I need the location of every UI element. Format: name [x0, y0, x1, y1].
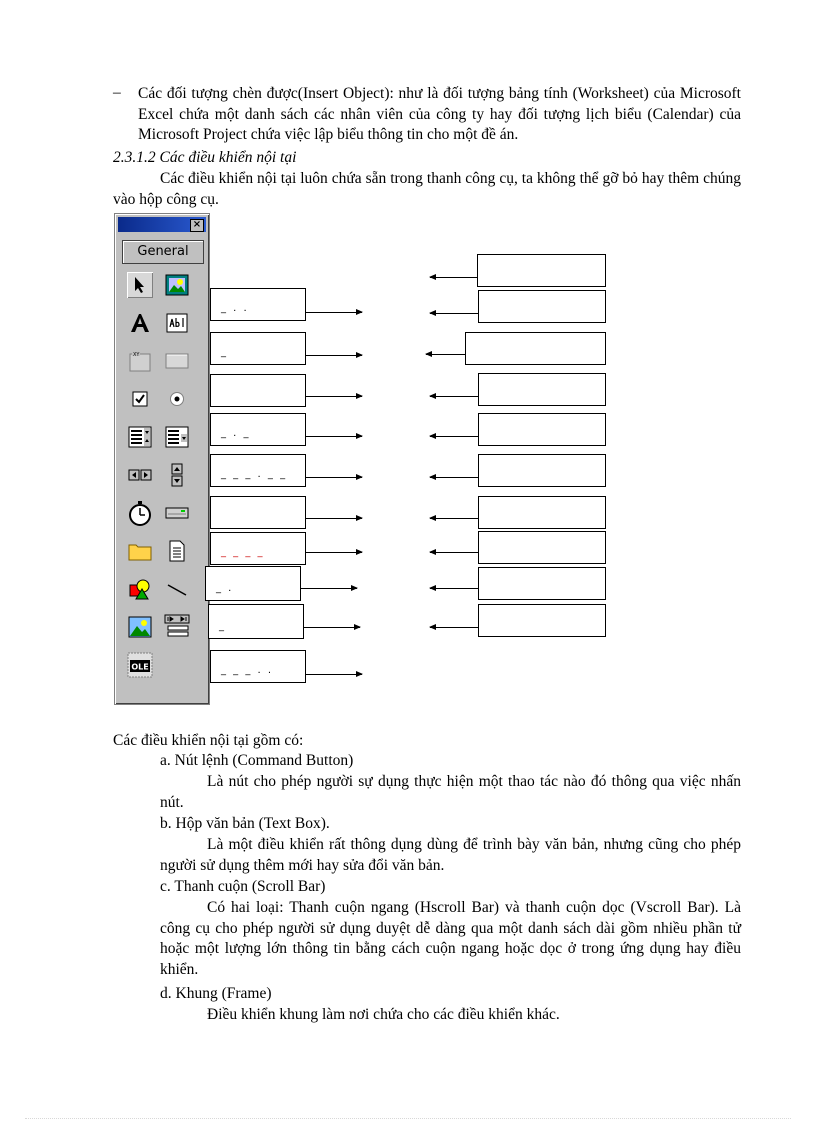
svg-text:XY: XY [133, 352, 140, 358]
box-mark: _ . _ [221, 428, 251, 439]
item-c-title: c. Thanh cuộn (Scroll Bar) [160, 878, 326, 895]
ole-icon[interactable] [127, 652, 153, 678]
right-label-box-3 [465, 332, 606, 365]
right-label-box-10 [478, 604, 606, 637]
arrow-right [304, 627, 360, 628]
left-label-box-5 [210, 454, 306, 487]
box-mark: _ . [216, 583, 234, 594]
combobox-icon[interactable] [127, 424, 153, 450]
arrow-right [306, 436, 362, 437]
left-label-box-10 [210, 650, 306, 683]
box-mark: _ . . [221, 303, 249, 314]
right-label-box-5 [478, 413, 606, 446]
box-mark: _ _ _ . _ _ [221, 469, 288, 480]
left-label-box-8 [205, 566, 301, 601]
left-label-box-6 [210, 496, 306, 529]
left-label-box-7 [210, 532, 306, 565]
left-label-box-9 [208, 604, 304, 639]
arrow-left [430, 627, 478, 628]
arrow-left [430, 277, 477, 278]
ole-label: OLE [131, 662, 149, 672]
arrow-right [306, 518, 362, 519]
item-d-text: Điều khiển khung làm nơi chứa cho các điều khiển khác. [207, 1006, 560, 1023]
right-label-box-2 [478, 290, 606, 323]
arrow-left [430, 313, 478, 314]
data-icon[interactable] [164, 614, 190, 640]
dirlistbox-icon[interactable] [127, 538, 153, 564]
arrow-right [301, 588, 357, 589]
box-mark: _ _ _ . . [221, 665, 274, 676]
picturebox-icon[interactable] [164, 272, 190, 298]
box-mark: _ _ _ _ [221, 547, 265, 558]
item-d-title: d. Khung (Frame) [160, 985, 272, 1002]
arrow-right [306, 477, 362, 478]
item-a-text: Là nút cho phép người sự dụng thực hiện một thao tác nào đó thông qua việc nhấn nút. [160, 773, 741, 811]
left-label-box-3 [210, 374, 306, 407]
arrow-left [426, 354, 465, 355]
right-label-box-4 [478, 373, 606, 406]
close-icon[interactable]: × [190, 219, 204, 232]
arrow-left [430, 552, 478, 553]
checkbox-icon[interactable] [127, 386, 153, 412]
right-label-box-6 [478, 454, 606, 487]
arrow-right [306, 312, 362, 313]
optionbutton-icon[interactable] [164, 386, 190, 412]
label-icon[interactable] [127, 310, 153, 336]
filelistbox-icon[interactable] [164, 538, 190, 564]
arrow-left [430, 518, 478, 519]
box-mark: _ [221, 347, 228, 358]
arrow-left [430, 436, 478, 437]
vscrollbar-icon[interactable] [164, 462, 190, 488]
left-label-box-2 [210, 332, 306, 365]
arrow-right [306, 396, 362, 397]
section-heading: 2.3.1.2 Các điều khiển nội tại [113, 149, 297, 166]
toolbox-window [114, 213, 210, 705]
right-label-box-9 [478, 567, 606, 600]
tab-general[interactable]: General [122, 240, 204, 264]
image-icon[interactable] [127, 614, 153, 640]
item-a-title: a. Nút lệnh (Command Button) [160, 752, 354, 769]
line-icon[interactable] [164, 576, 190, 602]
shape-icon[interactable] [127, 576, 153, 602]
toolbox-titlebar [118, 217, 206, 232]
arrow-right [306, 552, 362, 553]
left-label-box-4 [210, 413, 306, 446]
drivelistbox-icon[interactable] [164, 500, 190, 526]
timer-icon[interactable] [127, 500, 153, 526]
list-lead: Các điều khiển nội tại gồm có: [113, 732, 304, 749]
intro-paragraph: Các điều khiển nội tại luôn chứa sẵn trong thanh công cụ, ta không thể gỡ bỏ hay thêm chúng vào hộp công cụ. [113, 170, 741, 208]
left-label-box-1 [210, 288, 306, 321]
right-label-box-8 [478, 531, 606, 564]
arrow-left [430, 396, 478, 397]
right-label-box-7 [478, 496, 606, 529]
item-b-title: b. Hộp văn bản (Text Box). [160, 815, 330, 832]
item-b-text: Là một điều khiển rất thông dụng dùng để trình bày văn bản, nhưng cũng cho phép người sử dụng thêm mới hay sửa đổi văn bản. [160, 836, 741, 874]
listbox-icon[interactable] [164, 424, 190, 450]
arrow-left [430, 477, 478, 478]
pointer-icon[interactable] [127, 272, 153, 298]
page-bottom-rule [25, 1118, 791, 1119]
right-label-box-1 [477, 254, 606, 287]
frame-icon[interactable] [127, 348, 153, 374]
arrow-right [306, 355, 362, 356]
commandbutton-icon[interactable] [164, 348, 190, 374]
arrow-left [430, 588, 478, 589]
arrow-right [306, 674, 362, 675]
bullet-dash: – [113, 84, 121, 101]
box-mark: _ [219, 621, 226, 632]
bullet-text: Các đối tượng chèn được(Insert Object): như là đối tượng bảng tính (Worksheet) của Microsoft Excel chứa một danh sách các nhân viên của công ty hay đối tượng lịch biểu (Calendar) của Microsoft Project chứa việc lập biểu thông tin cho một đề án. [138, 85, 741, 143]
item-c-text: Có hai loại: Thanh cuộn ngang (Hscroll Bar) và thanh cuộn dọc (Vscroll Bar). Là công cụ cho phép người sử dụng duyệt dễ dàng qua một danh sách dài gồm nhiều phần tử hoặc một lượng lớn thông tin bằng cách cuộn ngang hoặc dọc ở trong ứng dụng hay điều khiển. [160, 899, 741, 978]
hscrollbar-icon[interactable] [127, 462, 153, 488]
textbox-icon[interactable] [164, 310, 190, 336]
